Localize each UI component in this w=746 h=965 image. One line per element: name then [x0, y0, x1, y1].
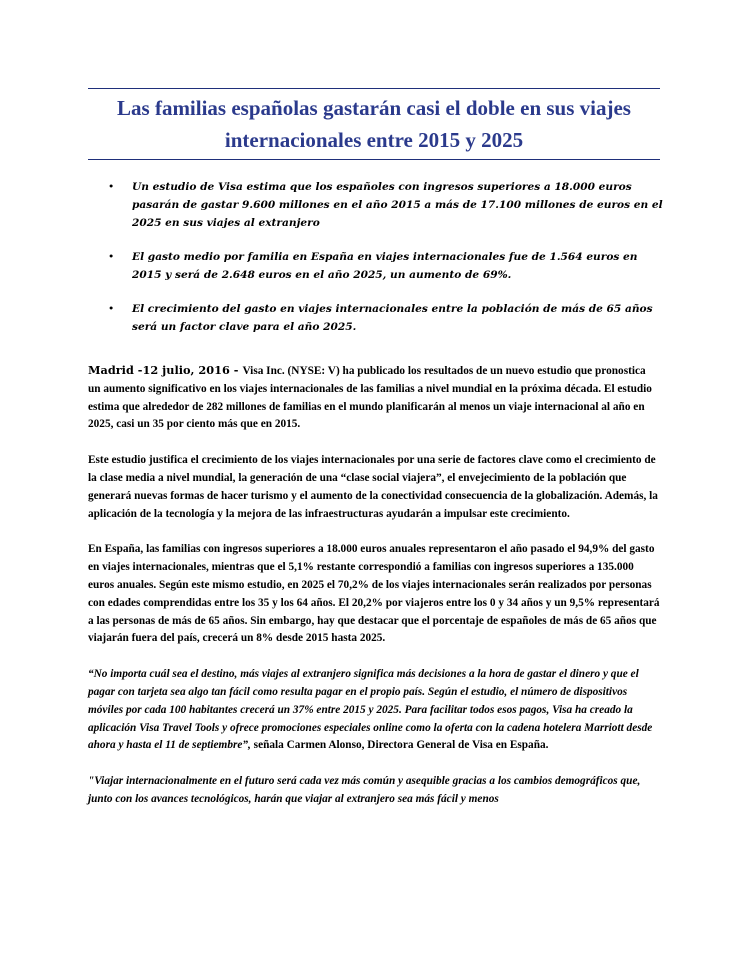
paragraph-spain: En España, las familias con ingresos superiores a 18.000 euros anuales representaron el año pasado el 94,9% del gasto en viajes internacionales, mientras que el 5,1% restante correspondió a familias con ingresos superiores a 135.000 euros anuales. Según este mismo estudio, en 2025 el 70,2% de los viajes internacionales serán realizados por personas con edades comprendidas entre los 35 y los 64 años. El 20,2% por viajeros entre los 0 y 34 años y un 9,5% representará a las personas de más de 65 años. Sin embargo, hay que destacar que el porcentaje de españoles de más de 65 años que viajarán fuera del país, crecerá un 8% desde 2015 hasta 2025. [88, 543, 660, 645]
quote-attribution: señala Carmen Alonso, Directora General de Visa en España. [250, 739, 549, 752]
list-item: • El gasto medio por familia en España en viajes internacionales fue de 1.564 euros en 2015 y será de 2.648 euros en el año 2025, un aumento de 69%. [106, 248, 664, 284]
paragraph-factors: Este estudio justifica el crecimiento de los viajes internacionales por una serie de factores clave como el crecimiento de la clase media a nivel mundial, la generación de una “clase social viajera”, el envejecimiento de la población que generará nuevas formas de hacer turismo y el aumento de la conectividad consecuencia de la globalización. Además, la aplicación de la tecnología y la mejora de las infraestructuras ayudarán a impulsar este crecimiento. [88, 454, 658, 520]
paragraph-quote [88, 666, 660, 755]
top-divider [88, 88, 660, 89]
paragraph-closing-quote: "Viajar internacionalmente en el futuro será cada vez más común y asequible gracias a los cambios demográficos que, junto con los avances tecnológicos, harán que viajar al extranjero sea más fácil y menos [88, 775, 641, 805]
list-item: • El crecimiento del gasto en viajes internacionales entre la población de más de 65 años será un factor clave para el año 2025. [106, 300, 664, 336]
bullet-icon: • [108, 251, 115, 263]
bullet-icon: • [108, 303, 115, 315]
quote-text: “No importa cuál sea el destino, más viajes al extranjero significa más decisiones a la hora de gastar el dinero y que el pagar con tarjeta sea algo tan fácil como resulta pagar en el propio país. Según el estudio, el número de dispositivos móviles por cada 100 habitantes crecerá un 37% entre 2015 y 2025. Para facilitar todos esos pagos, Visa ha creado la aplicación Visa Travel Tools y ofrece promociones especiales online como la oferta con la cadena hotelera Marriott desde ahora y hasta el 11 de septiembre”, [88, 668, 653, 752]
bullet-icon: • [108, 181, 115, 193]
page-title: Las familias españolas gastarán casi el doble en sus viajes internacionales entre 2015 y 2025 [117, 96, 631, 152]
paragraph-intro: Madrid -12 julio, 2016 - Visa Inc. (NYSE: V) ha publicado los resultados de un nuevo estudio que pronostica un aumento significativo en los viajes internacionales de las familias a nivel mundial en la próxima década. El estudio estima que alrededor de 282 millones de familias en el mundo planificarán al menos un viaje internacional al año en 2025, casi un 35 por ciento más que en 2015. [88, 363, 652, 431]
article-body [88, 362, 660, 827]
title-bottom-divider [88, 159, 660, 160]
dateline: Madrid -12 julio, 2016 - [88, 363, 243, 377]
list-item: • Un estudio de Visa estima que los españoles con ingresos superiores a 18.000 euros pasarán de gastar 9.600 millones en el año 2015 a más de 17.100 millones de euros en el 2025 en sus viajes al extranjero [106, 178, 664, 232]
highlights-list [106, 178, 664, 352]
